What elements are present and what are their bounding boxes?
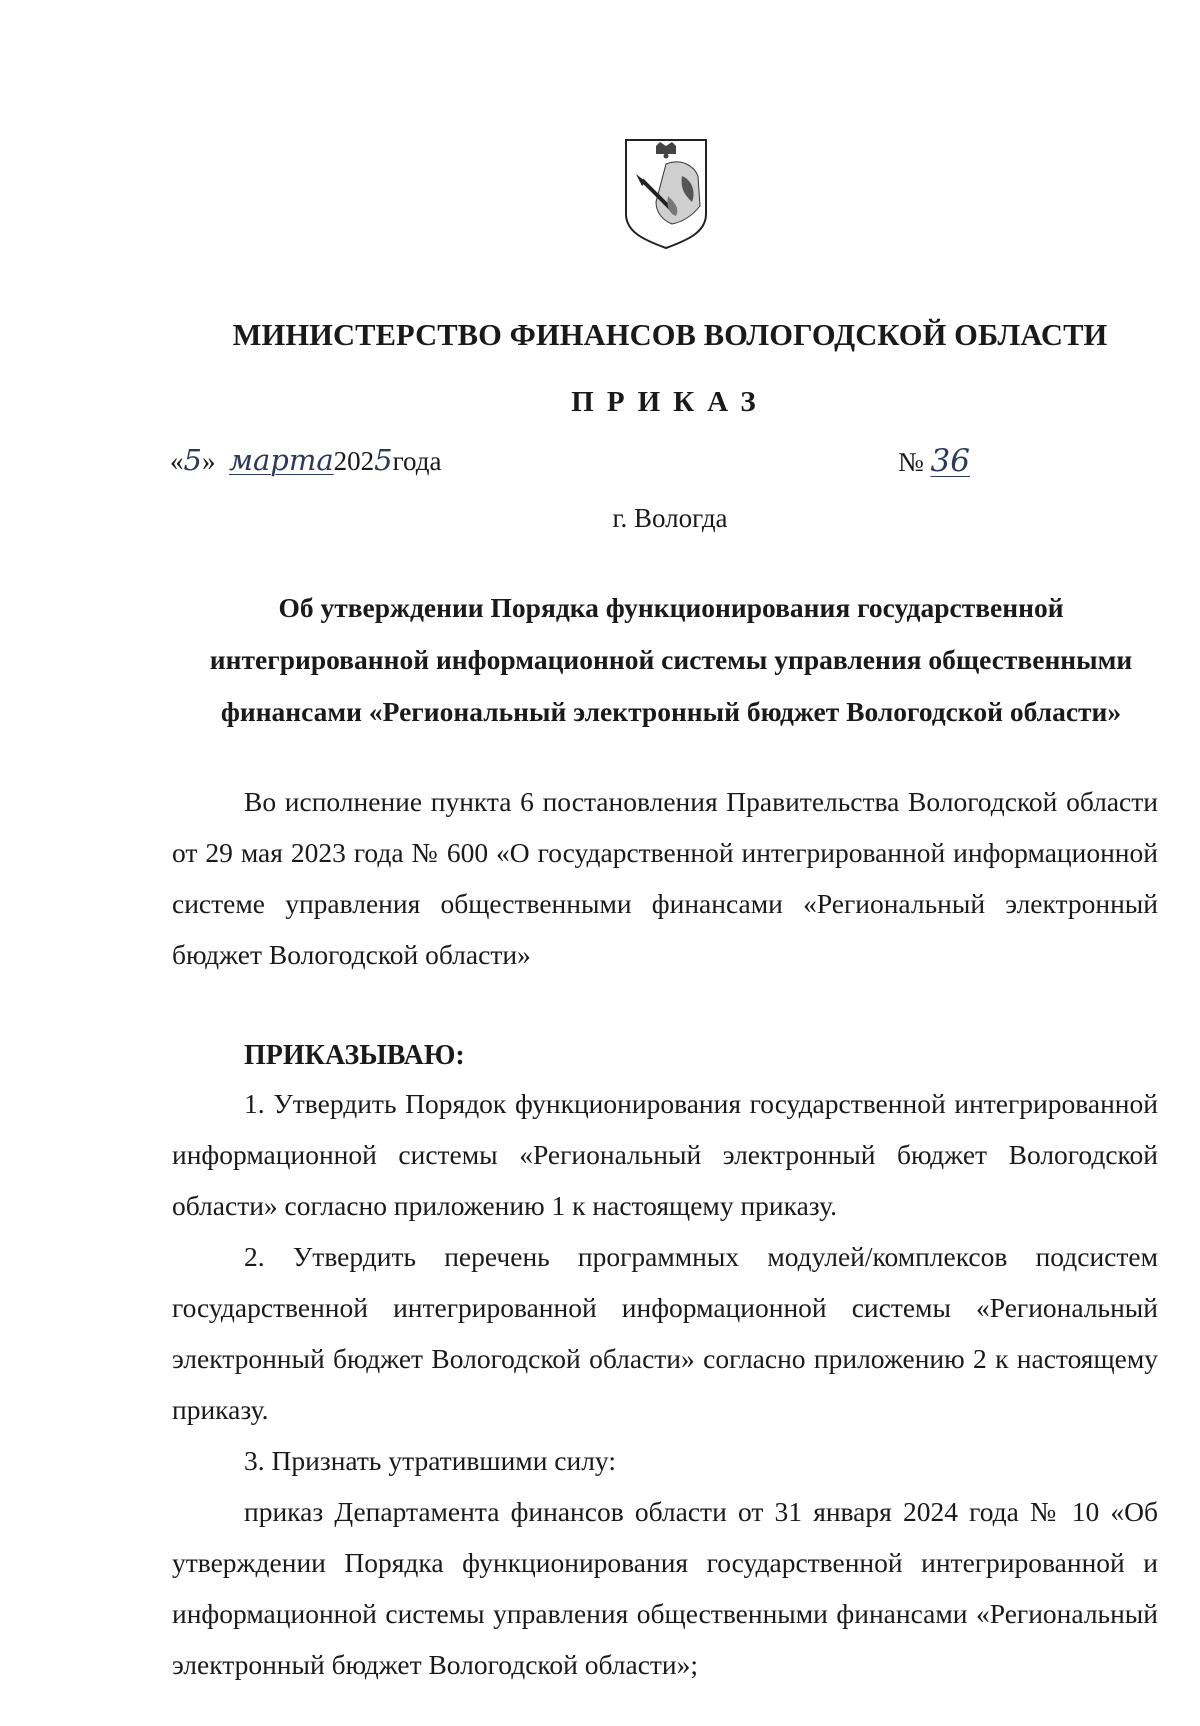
date-day: 5 — [183, 443, 202, 477]
date-open-quote: « — [170, 446, 184, 476]
date-year-prefix: 202 — [333, 446, 375, 476]
date-close-quote: » — [201, 446, 216, 476]
items-block — [172, 1078, 1158, 1690]
date-suffix: года — [392, 446, 442, 476]
preamble-block — [172, 776, 1158, 980]
city: г. Вологда — [612, 503, 728, 533]
document-type: ПРИКАЗ — [571, 386, 769, 418]
order-date — [170, 443, 441, 477]
item-1: 1. Утвердить Порядок функционирования государственной интегрированной информационной системы «Региональный электронный бюджет Вологодской области» согласно приложению 1 к настоящему приказу. — [172, 1088, 1158, 1221]
vologda-coat-of-arms-icon — [622, 136, 710, 252]
item-2: 2. Утвердить перечень программных модулей/комплексов подсистем государственной интегрированной информационной системы «Региональный электронный бюджет Вологодской области» согласно приложению 2 к настоящему приказу. — [172, 1241, 1158, 1425]
date-year-digit: 5 — [374, 443, 393, 477]
number-label: № — [898, 447, 924, 477]
item-3: 3. Признать утратившими силу: — [244, 1445, 616, 1476]
document-title: Об утверждении Порядка функционирования государственной интегрированной информационной системы управления общественными финансами «Региональный электронный бюджет Вологодской области» — [209, 592, 1133, 727]
order-number — [898, 443, 970, 479]
number-value: 36 — [930, 443, 970, 479]
date-month: марта — [228, 443, 334, 477]
item-3-sub: приказ Департамента финансов области от 31 января 2024 года № 10 «Об утверждении Порядка функционирования государственной интегрированной и информационной системы управления общественными финансами «Региональный электронный бюджет Вологодской области»; — [172, 1496, 1158, 1680]
ministry-name: МИНИСТЕРСТВО ФИНАНСОВ ВОЛОГОДСКОЙ ОБЛАСТИ — [232, 318, 1108, 352]
preamble: Во исполнение пункта 6 постановления Правительства Вологодской области от 29 мая 2023 года № 600 «О государственной интегрированной информационной системе управления общественными финансами «Региональный электронный бюджет Вологодской области» — [172, 786, 1158, 970]
order-word: ПРИКАЗЫВАЮ: — [244, 1040, 465, 1071]
